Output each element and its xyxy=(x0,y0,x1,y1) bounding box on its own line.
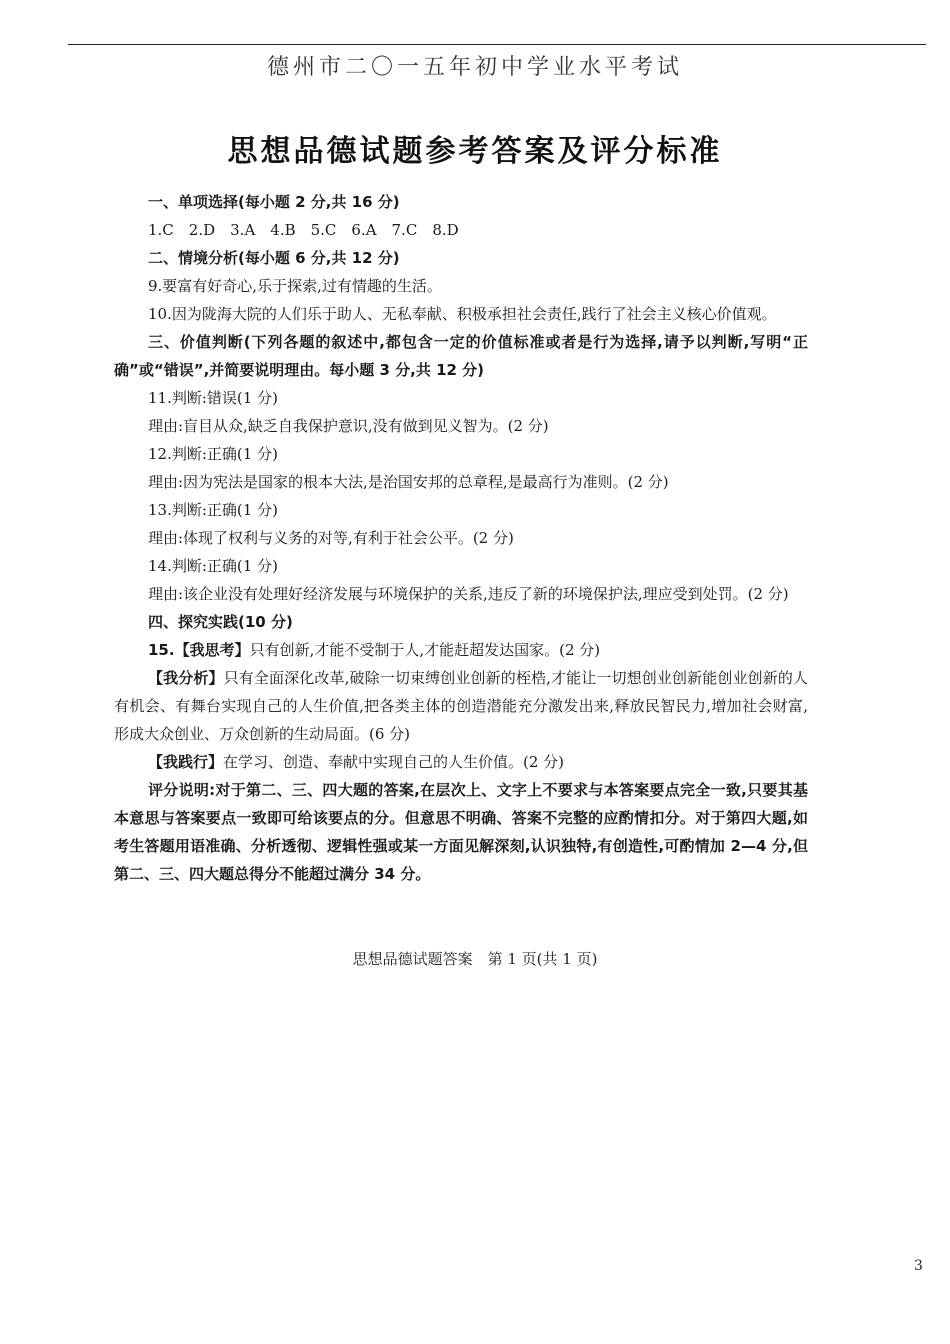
answer-content xyxy=(114,188,808,888)
q9-answer: 9.要富有好奇心,乐于探索,过有情趣的生活。 xyxy=(148,277,442,295)
q15-practice-text: 在学习、创造、奉献中实现自己的人生价值。(2 分) xyxy=(223,753,565,771)
page-number: 3 xyxy=(914,1258,923,1274)
q15-analyze-label: 【我分析】 xyxy=(148,669,224,687)
q15-think-text: 只有创新,才能不受制于人,才能赶超发达国家。(2 分) xyxy=(249,641,601,659)
q15-practice-label: 【我践行】 xyxy=(148,753,224,771)
section1-answers: 1.C 2.D 3.A 4.B 5.C 6.A 7.C 8.D xyxy=(148,221,459,239)
q10-answer: 10.因为陇海大院的人们乐于助人、无私奉献、积极承担社会责任,践行了社会主义核心价值观。 xyxy=(148,305,777,323)
section4-heading: 四、探究实践(10 分) xyxy=(148,613,293,631)
q13-judgement: 13.判断:正确(1 分) xyxy=(148,501,278,519)
q15-analyze-text: 只有全面深化改革,破除一切束缚创业创新的桎梏,才能让一切想创业创新能创业创新的人有机会、有舞台实现自己的人生价值,把各类主体的创造潜能充分激发出来,释放民智民力,增加社会财富,形成大众创业、万众创新的生动局面。(6 分) xyxy=(114,669,808,743)
section2-heading: 二、情境分析(每小题 6 分,共 12 分) xyxy=(148,249,400,267)
q14-reason: 理由:该企业没有处理好经济发展与环境保护的关系,违反了新的环境保护法,理应受到处罚。(2 分) xyxy=(148,585,789,603)
page-footer: 思想品德试题答案 第 1 页(共 1 页) xyxy=(352,950,598,968)
page-title: 思想品德试题参考答案及评分标准 xyxy=(227,134,723,169)
q12-reason: 理由:因为宪法是国家的根本大法,是治国安邦的总章程,是最高行为准则。(2 分) xyxy=(148,473,669,491)
section1-heading: 一、单项选择(每小题 2 分,共 16 分) xyxy=(148,193,400,211)
q15-analyze xyxy=(114,664,808,748)
q15-think-label: 15.【我思考】 xyxy=(148,641,250,659)
q11-reason: 理由:盲目从众,缺乏自我保护意识,没有做到见义智为。(2 分) xyxy=(148,417,549,435)
q11-judgement: 11.判断:错误(1 分) xyxy=(148,389,278,407)
q15-practice xyxy=(114,748,808,776)
q15-think xyxy=(114,636,808,664)
exam-header: 德州市二〇一五年初中学业水平考试 xyxy=(266,55,683,80)
q12-judgement: 12.判断:正确(1 分) xyxy=(148,445,278,463)
section3-heading: 三、价值判断(下列各题的叙述中,都包含一定的价值标准或者是行为选择,请予以判断,写明“正确”或“错误”,并简要说明理由。每小题 3 分,共 12 分) xyxy=(114,333,808,379)
q14-judgement: 14.判断:正确(1 分) xyxy=(148,557,278,575)
scoring-note: 评分说明:对于第二、三、四大题的答案,在层次上、文字上不要求与本答案要点完全一致,只要其基本意思与答案要点一致即可给该要点的分。但意思不明确、答案不完整的应酌情扣分。对于第四大题,如考生答题用语准确、分析透彻、逻辑性强或某一方面见解深刻,认识独特,有创造性,可酌情加 2—4 分,但第二、三、四大题总得分不能超过满分 34 分。 xyxy=(114,781,808,883)
top-rule xyxy=(68,44,926,45)
q13-reason: 理由:体现了权利与义务的对等,有利于社会公平。(2 分) xyxy=(148,529,514,547)
